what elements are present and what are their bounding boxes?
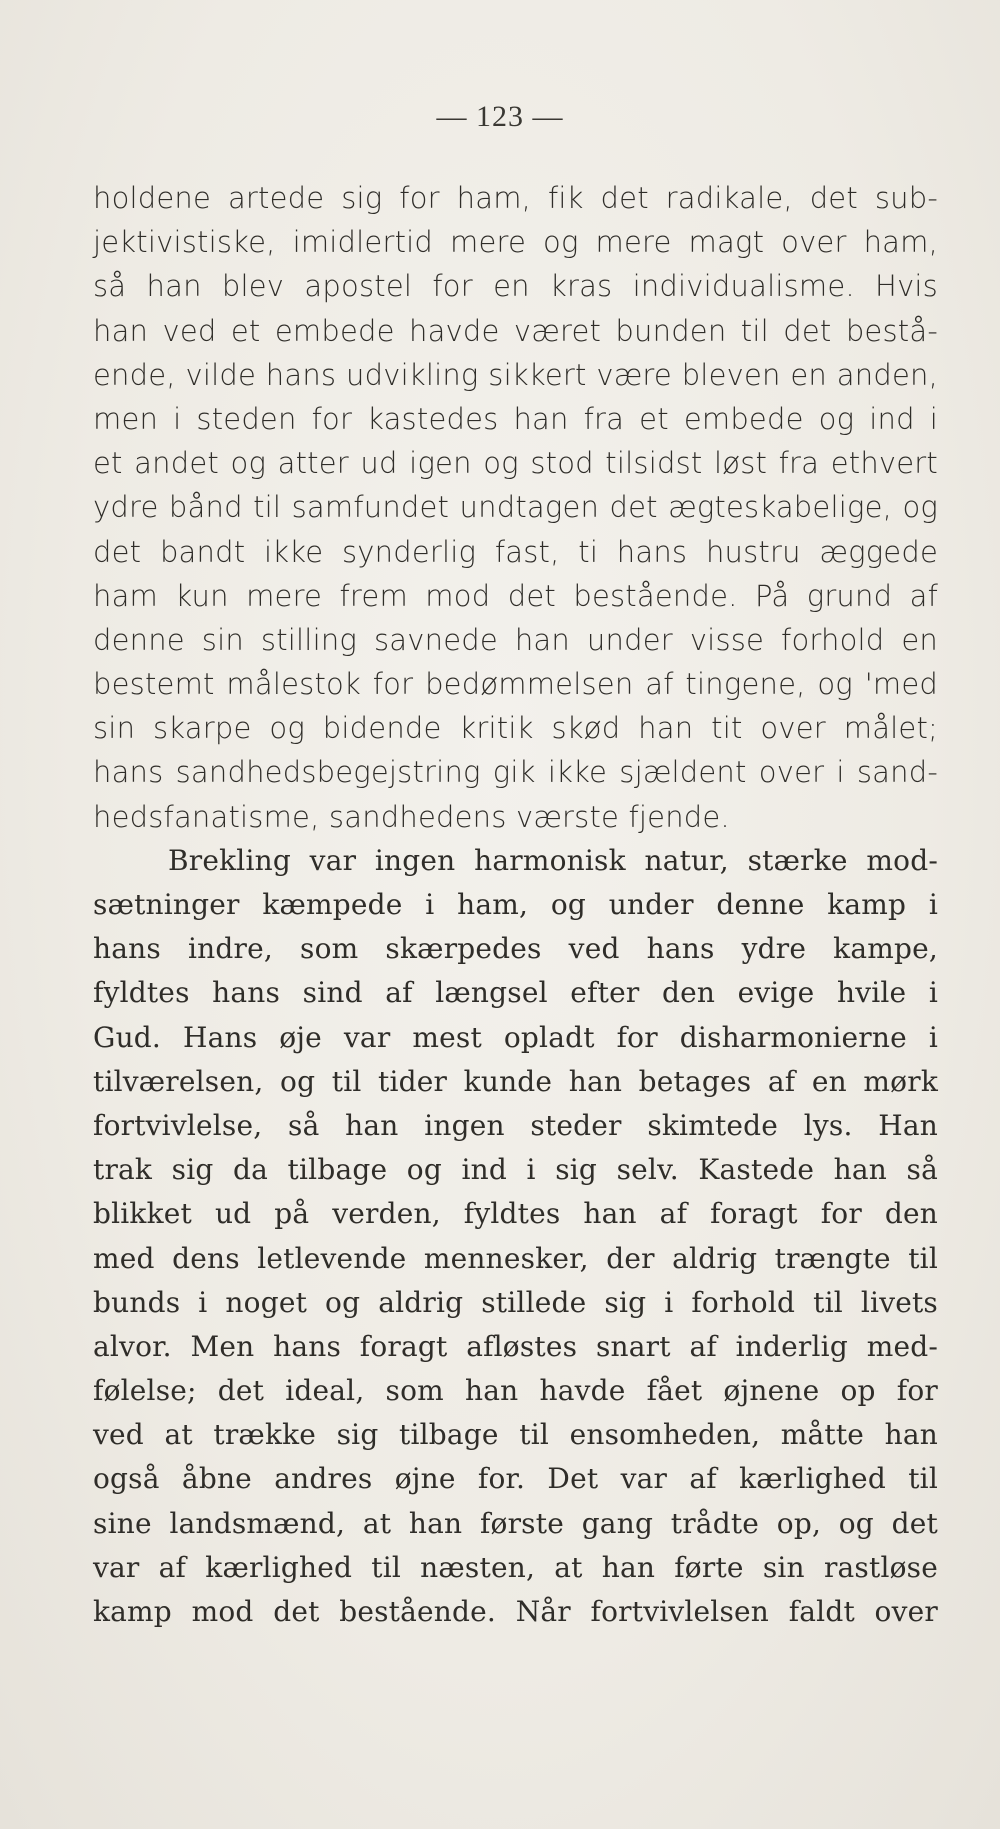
text-line: også åbne andres øjne for. Det var af kærlighed til: [93, 1462, 938, 1496]
text-line: fyldtes hans sind af længsel efter den evige hvile i: [93, 976, 938, 1010]
text-line: fortvivlelse, så han ingen steder skimtede lys. Han: [93, 1108, 938, 1142]
text-line: men i steden for kastedes han fra et embede og ind i: [93, 401, 938, 436]
text-line: blikket ud på verden, fyldtes han af foragt for den: [93, 1197, 938, 1231]
text-line: ydre bånd til samfundet undtagen det ægteskabelige, og: [93, 490, 938, 525]
text-line: kamp mod det bestående. Når fortvivlelsen faldt over: [93, 1595, 938, 1628]
text-line: hans indre, som skærpedes ved hans ydre kampe,: [93, 932, 938, 966]
text-line: var af kærlighed til næsten, at han førte sin rastløse: [93, 1550, 938, 1584]
text-line: Brekling var ingen harmonisk natur, stærke mod-: [168, 843, 938, 877]
text-line: følelse; det ideal, som han havde fået øjnene op for: [93, 1374, 938, 1408]
text-line: med dens letlevende mennesker, der aldrig trængte til: [93, 1241, 938, 1275]
text-line: ved at trække sig tilbage til ensomheden, måtte han: [93, 1418, 938, 1452]
text-line: det bandt ikke synderlig fast, ti hans hustru æggede: [93, 534, 938, 569]
text-line: hans sandhedsbegejstring gik ikke sjældent over i sand-: [93, 755, 938, 790]
text-line: hedsfanatisme, sandhedens værste fjende.: [93, 799, 730, 834]
text-line: tilværelsen, og til tider kunde han betages af en mørk: [93, 1064, 938, 1098]
text-line: ham kun mere frem mod det bestående. På grund af: [93, 578, 938, 613]
text-line: så han blev apostel for en kras individualisme. Hvis: [93, 269, 938, 304]
text-line: Gud. Hans øje var mest opladt for disharmonierne i: [93, 1020, 938, 1054]
text-line: alvor. Men hans foragt afløstes snart af inderlig med-: [93, 1329, 938, 1363]
text-line: sætninger kæmpede i ham, og under denne kamp i: [93, 888, 938, 921]
text-line: bestemt målestok for bedømmelsen af tingene, og 'med: [93, 667, 938, 702]
text-line: denne sin stilling savnede han under visse forhold en: [93, 622, 938, 657]
text-line: et andet og atter ud igen og stod tilsidst løst fra ethvert: [93, 446, 938, 481]
text-line: han ved et embede havde været bunden til det bestå-: [93, 313, 938, 348]
text-line: ende, vilde hans udvikling sikkert være bleven en anden,: [93, 357, 938, 392]
text-line: sine landsmænd, at han første gang trådte op, og det: [93, 1506, 938, 1540]
text-line: holdene artede sig for ham, fik det radikale, det sub-: [93, 181, 938, 215]
text-line: jektivistiske, imidlertid mere og mere magt over ham,: [93, 225, 938, 260]
text-line: trak sig da tilbage og ind i sig selv. Kastede han så: [93, 1153, 938, 1187]
text-line: bunds i noget og aldrig stillede sig i forhold til livets: [93, 1285, 938, 1319]
page-number: — 123 —: [436, 100, 564, 133]
text-line: sin skarpe og bidende kritik skød han tit over målet;: [93, 711, 938, 746]
body-text: [93, 176, 938, 1634]
